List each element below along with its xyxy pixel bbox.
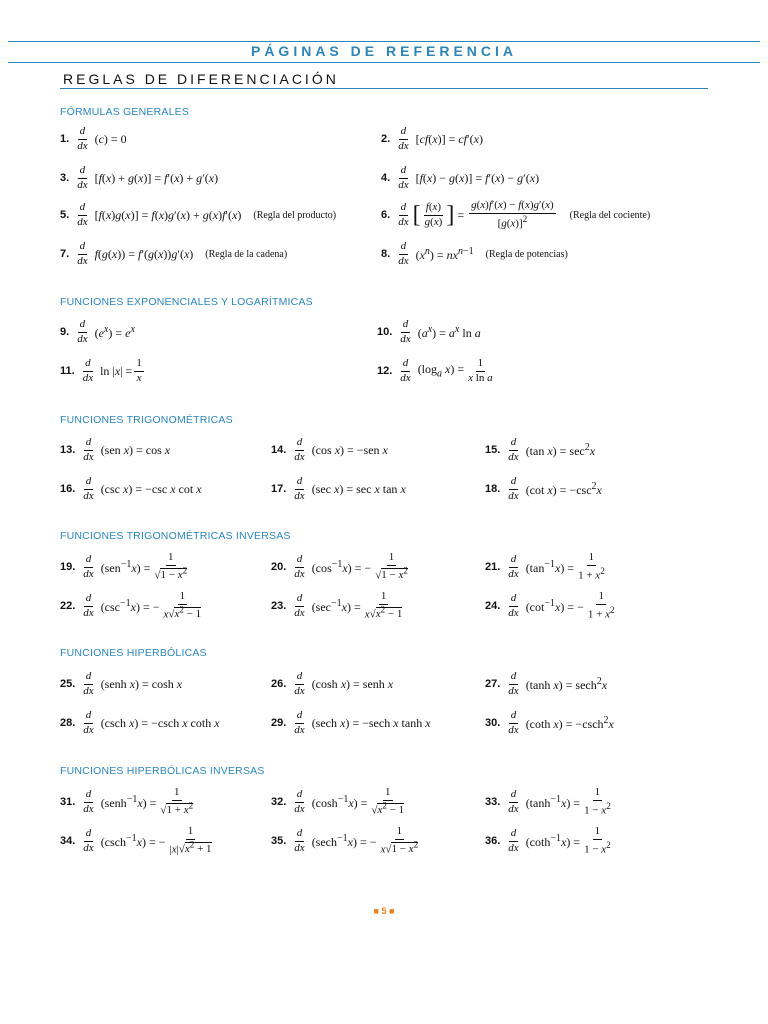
section-heading-explog: FUNCIONES EXPONENCIALES Y LOGARÍTMICAS: [60, 296, 313, 308]
page-number: [0, 906, 768, 916]
formula-16: 16. d dx (csc x) = −csc x cot x: [60, 474, 202, 502]
formula-27: 27. d dx (tanh x) = sech$^2$x: [485, 669, 608, 697]
formula-7: 7. d dx f(g(x)) = f′(g(x))g′(x) (Regla de la cadena): [60, 239, 288, 267]
formula-8: 8. d dx $(x^n) = nx^{n-1}$ (Regla de potencias): [381, 239, 568, 267]
page-marker-left: ■: [373, 906, 382, 916]
formula-6: 6. d dx [ f(x) g(x) ] = $\frac{g(x)f'(x) - f(x)g'(x)}{[g(x)]^2}$ (Regla del cociente): [381, 199, 651, 230]
formula-10: 10. d dx $(a^x) = a^x$ ln a: [377, 317, 481, 345]
formula-25: 25. d dx (senh x) = cosh x: [60, 669, 183, 697]
page-number-text: 5: [381, 906, 387, 916]
page-marker-right: ■: [386, 906, 395, 916]
formula-32: 32. d dx $(\cosh^{-1}x)$ = $\frac{1}{√x^2 - 1}$: [271, 786, 405, 817]
formula-34: 34. d dx (csch$^{-1}$x) = − $\frac{1}{|x|√x^2 + 1}$: [60, 825, 212, 856]
page-banner: PÁGINAS DE REFERENCIA: [250, 43, 518, 59]
formula-17: 17. d dx (sec x) = sec x tan x: [271, 474, 406, 502]
banner-rule: [8, 62, 760, 63]
formula-24: 24. d dx $(\cot^{-1}x)$ = − $\frac{1}{1 + x^2}$: [485, 590, 615, 621]
formula-29: 29. d dx (sech x) = −sech x tanh x: [271, 708, 431, 736]
section-heading-invhyp: FUNCIONES HIPERBÓLICAS INVERSAS: [60, 765, 265, 777]
section-heading-hyp: FUNCIONES HIPERBÓLICAS: [60, 647, 207, 659]
formula-35: 35. d dx (sech$^{-1}$x) = − $\frac{1}{x√1 - x^2}$: [271, 825, 419, 856]
formula-30: 30. d dx (coth x) = −csch$^2$x: [485, 708, 614, 736]
section-heading-general: FÓRMULAS GENERALES: [60, 106, 190, 118]
formula-14: 14. d dx (cos x) = −sen x: [271, 435, 388, 463]
formula-31: 31. d dx (senh$^{-1}$x) = $\frac{1}{√1 + x^2}$: [60, 786, 194, 817]
formula-20: 20. d dx $(\cos^{-1}x)$ = − $\frac{1}{√1 - x^2}$: [271, 551, 408, 582]
formula-33: 33. d dx $(\tanh^{-1}x)$ = $\frac{1}{1 - x^2}$: [485, 786, 611, 817]
formula-36: 36. d dx (coth$^{-1}$x) = $\frac{1}{1 - x^2}$: [485, 825, 611, 856]
formula-11: 11. d dx ln |x| = $\frac{1}{x}$: [60, 356, 142, 384]
formula-15: 15. d dx (tan $x) = \sec^2x$: [485, 435, 596, 463]
section-heading-trig: FUNCIONES TRIGONOMÉTRICAS: [60, 414, 233, 426]
chain-rule-note: (Regla de la cadena): [205, 248, 288, 260]
product-rule-note: (Regla del producto): [253, 209, 337, 221]
formula-1: 1. d dx (c) = 0: [60, 124, 127, 152]
formula-21: 21. d dx $(\tan^{-1}x)$ = $\frac{1}{1 + x^2}$: [485, 551, 605, 582]
formula-5: 5. d dx [f(x)g(x)] = f(x)g′(x) + g(x)f′(x) (Regla del producto): [60, 200, 337, 228]
power-rule-note: (Regla de potencias): [485, 248, 568, 260]
formula-22: 22. d dx $(\csc^{-1}x)$ = − $\frac{1}{x√x^2 - 1}$: [60, 590, 202, 621]
formula-2: 2. d dx [cf(x)] = cf′(x): [381, 124, 483, 152]
formula-3: 3. d dx [f(x) + g(x)] = f′(x) + g′(x): [60, 163, 219, 191]
formula-13: 13. d dx (sen x) = cos x: [60, 435, 171, 463]
section-heading-invtrig: FUNCIONES TRIGONOMÉTRICAS INVERSAS: [60, 530, 291, 542]
formula-23: 23. d dx $(\sec^{-1}x)$ = $\frac{1}{x√x^2 - 1}$: [271, 590, 403, 621]
formula-9: 9. d dx $(e^x) = e^x$: [60, 317, 135, 345]
page-title: REGLAS DE DIFERENCIACIÓN: [63, 71, 339, 87]
title-rule: [60, 88, 708, 89]
quotient-rule-note: (Regla del cociente): [569, 209, 651, 221]
formula-19: 19. d dx (sen$^{-1}$x) = $\frac{1}{√1 - x^2}$: [60, 551, 188, 582]
formula-18: 18. d dx (cot $x) = -\csc^2x$: [485, 474, 602, 502]
formula-26: 26. d dx (cosh x) = senh x: [271, 669, 394, 697]
formula-28: 28. d dx (csch x) = −csch x coth x: [60, 708, 220, 736]
top-rule: [8, 41, 760, 42]
formula-4: 4. d dx [f(x) − g(x)] = f′(x) − g′(x): [381, 163, 540, 191]
formula-12: 12. d dx ($\log_a$ x) = $\frac{1}{\text{x ln a}}$: [377, 356, 493, 384]
